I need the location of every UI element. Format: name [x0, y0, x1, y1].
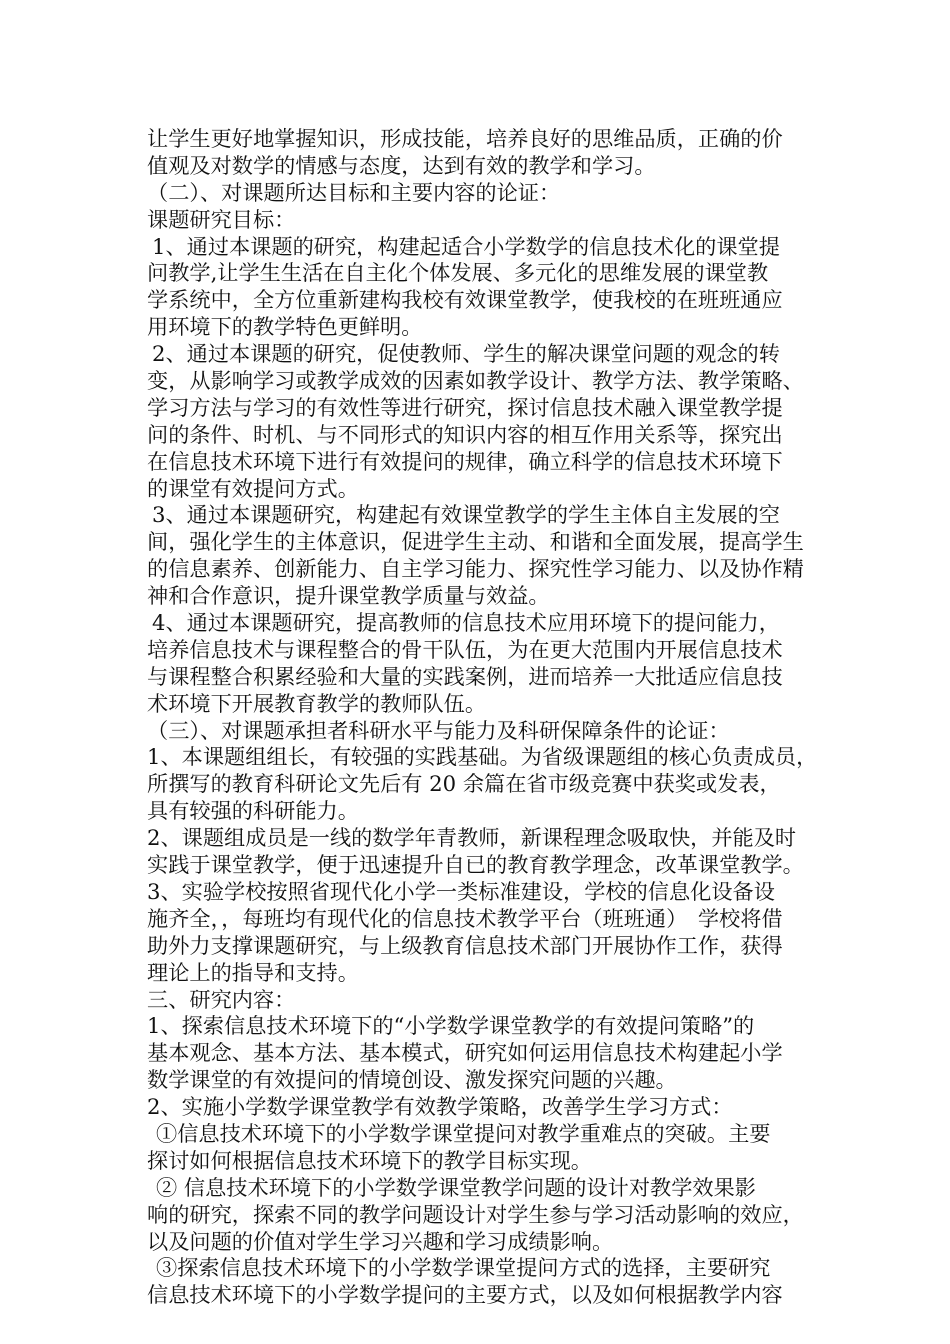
text-line: 间，强化学生的主体意识，促进学生主动、和谐和全面发展，提高学生: [147, 529, 804, 555]
text-line: ② 信息技术环境下的小学数学课堂教学问题的设计对教学效果影: [156, 1174, 756, 1200]
text-line: 2、课题组成员是一线的数学年青教师，新课程理念吸取快，并能及时: [147, 825, 797, 851]
text-line: 实践于课堂教学，便于迅速提升自已的教育教学理念，改革课堂教学。: [147, 852, 804, 878]
text-line: 具有较强的科研能力。: [147, 798, 359, 824]
text-line: 施齐全，，每班均有现代化的信息技术教学平台（班班通） 学校将借: [147, 905, 783, 931]
text-line: 信息技术环境下的小学数学提问的主要方式，以及如何根据教学内容: [147, 1282, 783, 1308]
text-line: 与课程整合积累经验和大量的实践案例，进而培养一大批适应信息技: [147, 663, 783, 689]
text-line: 的信息素养、创新能力、自主学习能力、探究性学习能力、以及协作精: [147, 556, 804, 582]
text-line: 变，从影响学习或教学成效的因素如教学设计、教学方法、教学策略、: [147, 368, 804, 394]
text-line: 理论上的指导和支持。: [147, 959, 359, 985]
text-line: 基本观念、基本方法、基本模式，研究如何运用信息技术构建起小学: [147, 1040, 783, 1066]
text-line: ③探索信息技术环境下的小学数学课堂提问方式的选择，主要研究: [156, 1255, 771, 1281]
section-heading: 三、研究内容：: [147, 986, 296, 1012]
text-line: 学习方法与学习的有效性等进行研究，探讨信息技术融入课堂教学提: [147, 394, 783, 420]
text-line: 以及问题的价值对学生学习兴趣和学习成绩影响。: [147, 1228, 614, 1254]
text-line: 用环境下的教学特色更鲜明。: [147, 314, 423, 340]
text-line: 探讨如何根据信息技术环境下的教学目标实现。: [147, 1147, 592, 1173]
text-line: 问教学,让学生生活在自主化个体发展、多元化的思维发展的课堂教: [147, 260, 769, 286]
section-heading: （三）、对课题承担者科研水平与能力及科研保障条件的论证：: [147, 717, 730, 743]
section-heading: （二）、对课题所达目标和主要内容的论证：: [147, 179, 561, 205]
text-line: 的课堂有效提问方式。: [147, 475, 359, 501]
text-line: 让学生更好地掌握知识，形成技能，培养良好的思维品质，正确的价: [147, 126, 783, 151]
text-line: 在信息技术环境下进行有效提问的规律，确立科学的信息技术环境下: [147, 448, 783, 474]
text-line: 助外力支撑课题研究，与上级教育信息技术部门开展协作工作，获得: [147, 932, 783, 958]
text-line: 4、通过本课题研究，提高教师的信息技术应用环境下的提问能力，: [152, 610, 780, 636]
text-line: 学系统中，全方位重新建构我校有效课堂教学，使我校的在班班通应: [147, 287, 783, 313]
text-line: 数学课堂的有效提问的情境创设、激发探究问题的兴趣。: [147, 1067, 677, 1093]
text-line: 培养信息技术与课程整合的骨干队伍，为在更大范围内开展信息技术: [147, 636, 783, 662]
text-line: 响的研究，探索不同的教学问题设计对学生参与学习活动影响的效应，: [147, 1201, 804, 1227]
text-line: 3、通过本课题研究，构建起有效课堂教学的学生主体自主发展的空: [152, 502, 780, 528]
text-line: 1、通过本课题的研究，构建起适合小学数学的信息技术化的课堂提: [152, 233, 780, 259]
text-line: 1、探索信息技术环境下的“小学数学课堂教学的有效提问策略”的: [147, 1013, 755, 1039]
text-line: 3、实验学校按照省现代化小学一类标准建设，学校的信息化设备设: [147, 878, 775, 904]
text-line: 术环境下开展教育教学的教师队伍。: [147, 690, 487, 716]
subheading: 课题研究目标：: [147, 206, 296, 232]
text-line: 2、通过本课题的研究，促使教师、学生的解决课堂问题的观念的转: [152, 341, 780, 367]
text-line: 1、本课题组组长，有较强的实践基础。为省级课题组的核心负责成员，: [147, 744, 818, 770]
text-line: 神和合作意识，提升课堂教学质量与效益。: [147, 583, 550, 609]
text-line: 问的条件、时机、与不同形式的知识内容的相互作用关系等，探究出: [147, 421, 783, 447]
text-line: 所撰写的教育科研论文先后有 20 余篇在省市级竞赛中获奖或发表，: [147, 771, 781, 797]
text-line: 值观及对数学的情感与态度，达到有效的教学和学习。: [147, 152, 656, 178]
text-line: ①信息技术环境下的小学数学课堂提问对教学重难点的突破。主要: [156, 1120, 771, 1146]
text-line: 2、实施小学数学课堂教学有效教学策略，改善学生学习方式：: [147, 1094, 733, 1120]
document-page: [147, 126, 827, 1309]
